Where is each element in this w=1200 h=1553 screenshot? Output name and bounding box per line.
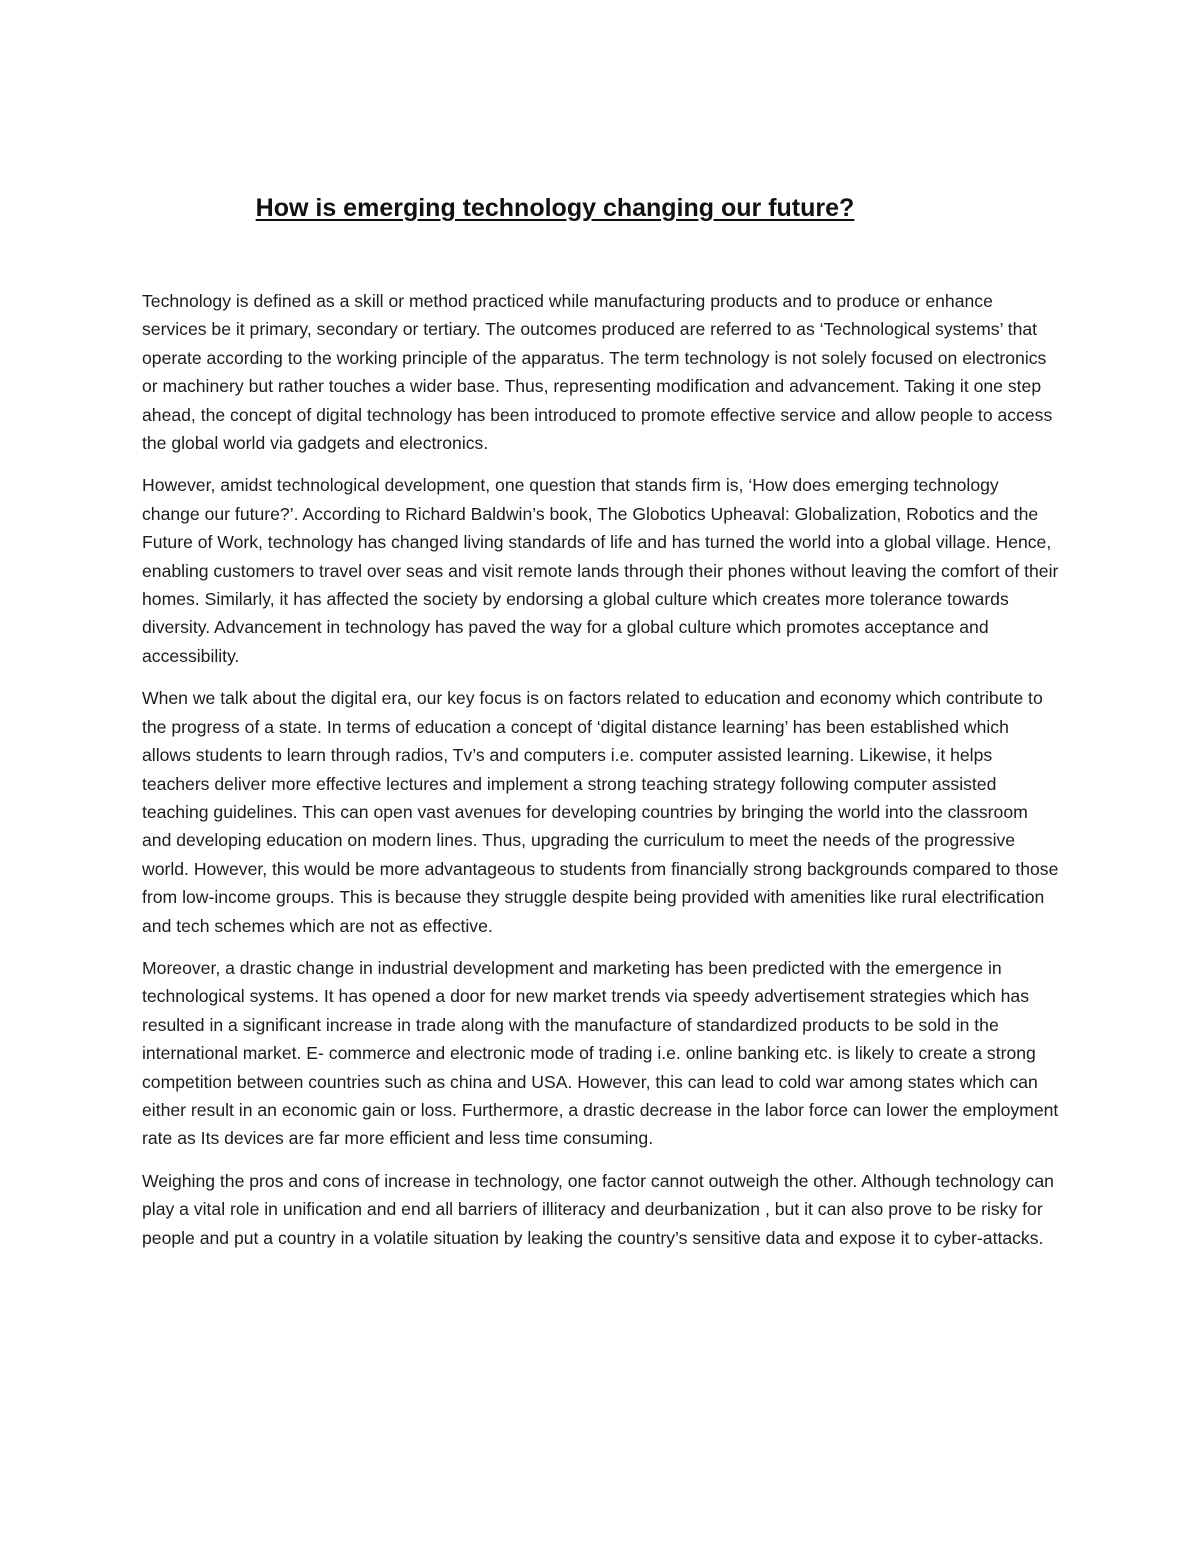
paragraph-conclusion: Weighing the pros and cons of increase in technology, one factor cannot outweigh the other. Although technology can play a vital role in unification and end all barriers of illiteracy and deurbanization , but it can also prove to be risky for people and put a country in a volatile situation by leaking the country’s sensitive data and expose it to cyber-attacks. <box>142 1170 1054 1248</box>
paragraph-economy: Moreover, a drastic change in industrial development and marketing has been predicted with the emergence in technological systems. It has opened a door for new market trends via speedy advertisement strategies which has resulted in a significant increase in trade along with the manufacture of standardized products to be sold in the international market. E- commerce and electronic mode of trading i.e. online banking etc. is likely to create a strong competition between countries such as china and USA. However, this can lead to cold war among states which can either result in an economic gain or loss. Furthermore, a drastic decrease in the labor force can lower the employment rate as Its devices are far more efficient and less time consuming. <box>142 957 1059 1149</box>
paragraph-education: When we talk about the digital era, our key focus is on factors related to education and economy which contribute to the progress of a state. In terms of education a concept of ‘digital distance learning’ has been established which allows students to learn through radios, Tv’s and computers i.e. computer assisted learning. Likewise, it helps teachers deliver more effective lectures and implement a strong teaching strategy following computer assisted teaching guidelines. This can open vast avenues for developing countries by bringing the world into the classroom and developing education on modern lines. Thus, upgrading the curriculum to meet the needs of the progressive world. However, this would be more advantageous to students from financially strong backgrounds compared to those from low-income groups. This is because they struggle despite being provided with amenities like rural electrification and tech schemes which are not as effective. <box>142 688 1059 936</box>
paragraph-definition: Technology is defined as a skill or method practiced while manufacturing products and to produce or enhance services be it primary, secondary or tertiary. The outcomes produced are referred to as ‘Technological systems’ that operate according to the working principle of the apparatus. The term technology is not solely focused on electronics or machinery but rather touches a wider base. Thus, representing modification and advancement. Taking it one step ahead, the concept of digital technology has been introduced to promote effective service and allow people to access the global world via gadgets and electronics. <box>142 291 1053 454</box>
document-title: How is emerging technology changing our future? <box>255 194 855 222</box>
document-body <box>142 287 1060 1266</box>
paragraph-globalization: However, amidst technological development, one question that stands firm is, ‘How does emerging technology change our future?’. According to Richard Baldwin’s book, The Globotics Upheaval: Globalization, Robotics and the Future of Work, technology has changed living standards of life and has turned the world into a global village. Hence, enabling customers to travel over seas and visit remote lands through their phones without leaving the comfort of their homes. Similarly, it has affected the society by endorsing a global culture which creates more tolerance towards diversity. Advancement in technology has paved the way for a global culture which promotes acceptance and accessibility. <box>142 475 1059 666</box>
